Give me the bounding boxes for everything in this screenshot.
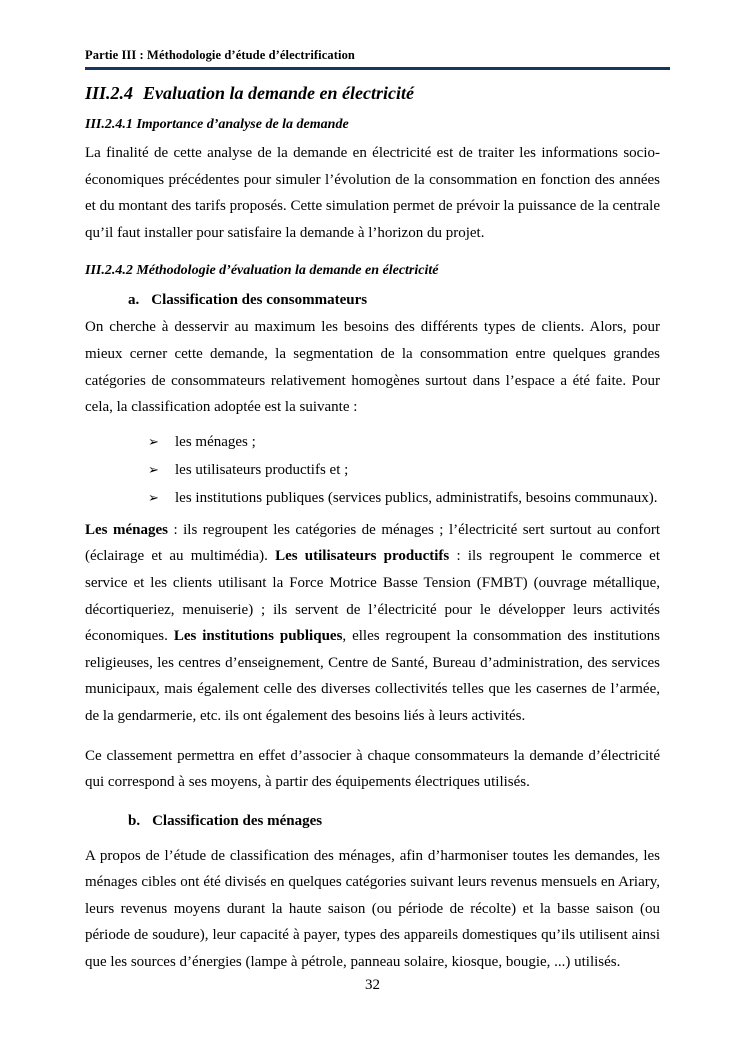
run-text: : ils regroupent le commerce et service et les clients utilisant la Force Motrice Basse Tension (FMBT) (ouvrage métallique, décortiqueriez, menuiserie) ; ils servent de l’électricité pour le développer leurs activités économiques. [85, 548, 661, 645]
item-b-marker: b. [128, 812, 141, 829]
item-a-title: Classification des consommateurs [151, 292, 368, 309]
header-rule [85, 67, 670, 70]
consumer-types-list [85, 428, 660, 512]
list-item [148, 484, 660, 512]
list-item-text: les institutions publiques (services publics, administratifs, besoins communaux). [175, 489, 658, 506]
run-text: : ils regroupent les catégories de ménages ; l’électricité sert surtout au confort (éclairage et au multimédia). [85, 521, 660, 565]
run-text: , elles regroupent la consommation des institutions religieuses, les centres d’enseignement, Centre de Santé, Bureau d’administration, des services municipaux, mais également celle des diverses collectivités telles que les casernes de l’armée, de la gendarmerie, etc. ils ont également des besoins liés à leurs activités. [85, 628, 660, 724]
running-header-title: Partie III : Méthodologie d’étude d’électrification [85, 48, 355, 62]
item-b-heading [128, 812, 660, 830]
paragraph-importance: La finalité de cette analyse de la demande en électricité est de traiter les informations socio-économiques précédentes pour simuler l’évolution de la consommation en fonction des années et du montant des tarifs proposés. Cette simulation permet de prévoir la puissance de la centrale qu’il faut installer pour satisfaire la demande à l’horizon du projet. [85, 145, 660, 241]
section-number: III.2.4 [85, 83, 134, 103]
arrow-bullet-icon: ➢ [148, 433, 159, 449]
page-number: 32 [365, 976, 380, 993]
term-menages: Les ménages [85, 521, 168, 538]
term-utilisateurs-productifs: Les utilisateurs productifs [275, 548, 450, 565]
list-item [148, 456, 660, 484]
arrow-bullet-icon: ➢ [148, 489, 159, 505]
list-item-text: les ménages ; [175, 433, 256, 450]
item-b-title: Classification des ménages [152, 812, 323, 829]
item-a-heading [128, 291, 660, 309]
paragraph-classification-menages: A propos de l’étude de classification des ménages, afin d’harmoniser toutes les demandes, les ménages cibles ont été divisés en quelques catégories suivant leurs revenus mensuels en Ariary, leurs revenus moyens durant la haute saison (ou période de récolte) et la basse saison (ou période de soudure), leur capacité à payer, types des appareils domestiques qu’ils utilisent ainsi que les sources d’énergies (lampe à pétrole, panneau solaire, kiosque, bougie, ...) utilisés. [85, 847, 660, 971]
section-title: Evaluation la demande en électricité [143, 83, 414, 103]
list-item [148, 428, 660, 456]
term-institutions-publiques: Les institutions publiques [173, 628, 343, 645]
paragraph-conclusion-classement: Ce classement permettra en effet d’associer à chaque consommateurs la demande d’électricité qui correspond à ses moyens, à partir des équipements électriques utilisés. [85, 747, 660, 791]
subsection-heading-methodologie: III.2.4.2 Méthodologie d’évaluation la demande en électricité [85, 263, 439, 279]
paragraph-classification-intro: On cherche à desservir au maximum les besoins des différents types de clients. Alors, pour mieux cerner cette demande, la segmentation de la consommation entre quelques grandes catégories de consommateurs relativement homogènes surtout dans l’espace a été faite. Pour cela, la classification adoptée est la suivante : [85, 319, 660, 416]
list-item-text: les utilisateurs productifs et ; [175, 461, 349, 478]
arrow-bullet-icon: ➢ [148, 461, 159, 477]
section-heading [85, 83, 660, 104]
item-a-marker: a. [128, 292, 140, 309]
paragraph-categories [85, 517, 660, 730]
subsection-heading-importance: III.2.4.1 Importance d’analyse de la demande [85, 117, 349, 132]
